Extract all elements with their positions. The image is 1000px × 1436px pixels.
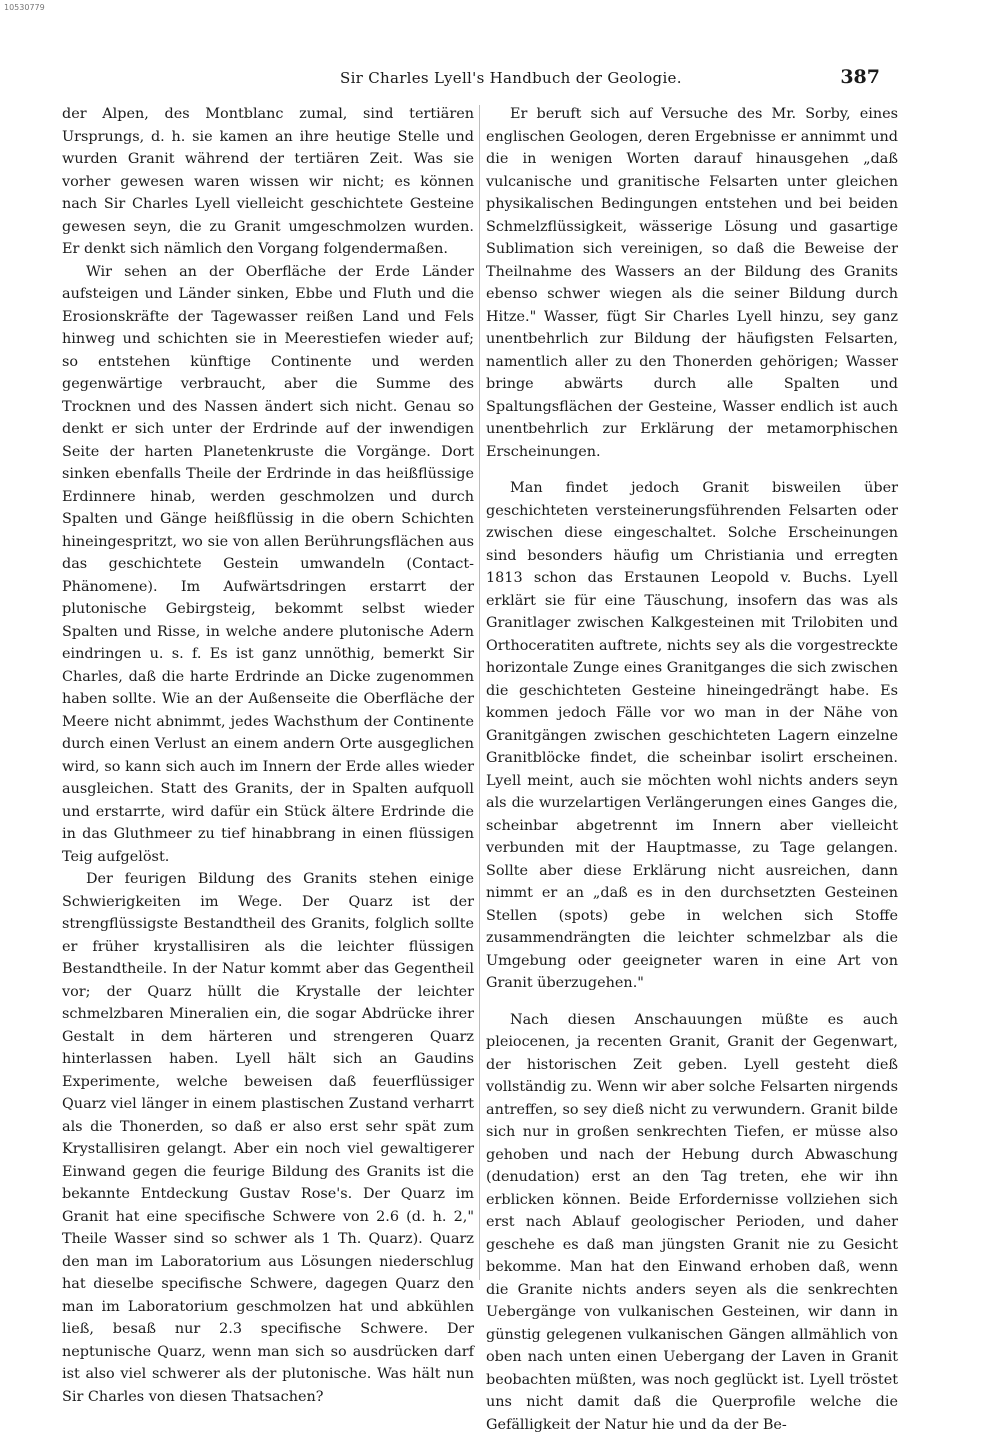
column-divider bbox=[479, 105, 480, 1280]
paragraph: Nach diesen Anschauungen müßte es auch pleiocenen, ja recenten Granit, Granit der Gegenwart, der historischen Zeit geben. Lyell gesteht dieß vollständig zu. Wenn wir aber solche Felsarten nirgends antreffen, so sey dieß nicht zu verwundern. Granit bilde sich nur in großen senkrechten Tiefen, er müsse also gehoben und nach der Hebung durch Abwaschung (denudation) erst an den Tag treten, ehe wir ihn erblicken können. Beide Erfordernisse vollziehen sich erst nach Ablauf geologischer Perioden, und daher geschehe es daß man jüngsten Granit nie zu Gesicht bekomme. Man hat den Einwand erhoben daß, wenn die Granite nichts anders seyen als die senkrechten Uebergänge von vulkanischen Gesteinen, wir dann in günstig gelegenen vulkanischen Gängen allmählich von oben nach unten einen Uebergang der Laven in Granit beobachten müßten, was noch geglückt ist. Lyell tröstet uns nicht damit daß die Querprofile welche die Gefälligkeit der Natur hie und da der Be- bbox=[486, 1009, 898, 1436]
paragraph: der Alpen, des Montblanc zumal, sind tertiären Ursprungs, d. h. sie kamen an ihre heutige Stelle und wurden Granit während der tertiären Zeit. Was sie vorher gewesen waren wissen wir nicht; es können nach Sir Charles Lyell vielleicht geschichtete Gesteine gewesen seyn, die zu Granit umgeschmolzen wurden. Er denkt sich nämlich den Vorgang folgendermaßen. bbox=[62, 103, 474, 261]
page-header bbox=[60, 66, 880, 88]
paragraph: Der feurigen Bildung des Granits stehen einige Schwierigkeiten im Wege. Der Quarz ist der strengflüssigste Bestandtheil des Granits, folglich sollte er früher krystallisiren als die leichter flüssigen Bestandtheile. In der Natur kommt aber das Gegentheil vor; der Quarz hüllt die Krystalle der leichter schmelzbaren Mineralien ein, die sogar Abdrücke ihrer Gestalt in dem härteren und strengeren Quarz hinterlassen haben. Lyell hält sich an Gaudins Experimente, welche beweisen daß feuerflüssiger Quarz viel länger in einem plastischen Zustand verharrt als die Thonerden, so daß er also erst sehr spät zum Krystallisiren gelangt. Aber ein noch viel gewaltigerer Einwand gegen die feurige Bildung des Granits ist die bekannte Entdeckung Gustav Rose's. Der Quarz im Granit hat eine specifische Schwere von 2.6 (d. h. 2," Theile Wasser sind so schwer als 1 Th. Quarz). Quarz den man im Laboratorium aus Lösungen niederschlug hat dieselbe specifische Schwere, dagegen Quarz den man im Laboratorium geschmolzen hat und abkühlen ließ, besaß nur 2.3 specifische Schwere. Der neptunische Quarz, wenn man sich so ausdrücken darf ist also viel schwerer als der plutonische. Was hält nun Sir Charles von diesen Thatsachen? bbox=[62, 868, 474, 1408]
paragraph: Man findet jedoch Granit bisweilen über geschichteten versteinerungsführenden Felsarten oder zwischen diese eingeschaltet. Solche Erscheinungen sind besonders häufig um Christiania und erregten 1813 schon das Erstaunen Leopold v. Buchs. Lyell erklärt sie für eine Täuschung, insofern das was als Granitlager zwischen Kalkgesteinen mit Trilobiten und Orthoceratiten auftrete, nichts sey als die vorgestreckte horizontale Zunge eines Granitganges die sich zwischen die geschichteten Gesteine hineingedrängt habe. Es kommen jedoch Fälle vor wo man in der Nähe von Granitgängen zwischen geschichteten Lagern einzelne Granitblöcke findet, die scheinbar isolirt erscheinen. Lyell meint, auch sie möchten wohl nichts anders seyn als die wurzelartigen Verlängerungen eines Ganges die, scheinbar abgetrennt im Innern aber vielleicht verbunden mit der Hauptmasse, zu Tage gelangen. Sollte aber diese Erklärung nicht ausreichen, dann nimmt er an „daß es in den durchsetzten Gesteinen Stellen (spots) gebe in welchen sich Stoffe zusammendrängten die leichter schmelzbar als die Umgebung oder geeigneter waren in eine Art von Granit überzugehen." bbox=[486, 477, 898, 995]
scan-id-label: 10530779 bbox=[4, 3, 45, 12]
paragraph: Wir sehen an der Oberfläche der Erde Länder aufsteigen und Länder sinken, Ebbe und Fluth und die Erosionskräfte der Tagewasser reißen Land und Fels hinweg und schichten sie in Meerestiefen wieder auf; so entstehen künftige Continente und werden gegenwärtige verbraucht, aber die Summe des Trocknen und des Nassen ändert sich nicht. Genau so denkt er sich unter der Erdrinde auf der inwendigen Seite der harten Planetenkruste die Vorgänge. Dort sinken ebenfalls Theile der Erdrinde in das heißflüssige Erdinnere hinab, werden geschmolzen und durch Spalten und Gänge heißflüssig in die obern Schichten hineingespritzt, wo sie von allen Berührungsflächen aus das geschichtete Gestein umwandeln (Contact-Phänomene). Im Aufwärtsdringen erstarrt der plutonische Gebirgsteig, bekommt selbst wieder Spalten und Risse, in welche andere plutonische Adern eindringen u. s. f. Es ist ganz unnöthig, bemerkt Sir Charles, daß die harte Erdrinde an Dicke zugenommen haben sollte. Wie an der Außenseite die Oberfläche der Meere nicht abnimmt, jedes Wachsthum der Continente durch einen Verlust an einem andern Orte ausgeglichen wird, so kann sich auch im Innern der Erde alles wieder ausgleichen. Statt des Granits, der in Spalten aufquoll und erstarrte, wird dafür ein Stück ältere Erdrinde die in das Gluthmeer zu tief hinabbrang in einen flüssigen Teig aufgelöst. bbox=[62, 261, 474, 869]
left-column bbox=[62, 103, 474, 1408]
page-number: 387 bbox=[840, 66, 880, 88]
running-head: Sir Charles Lyell's Handbuch der Geologie. bbox=[340, 69, 682, 87]
right-column bbox=[486, 103, 898, 1436]
paragraph: Er beruft sich auf Versuche des Mr. Sorby, eines englischen Geologen, deren Ergebnisse er annimmt und die in wenigen Worten darauf hinausgehen „daß vulcanische und granitische Felsarten unter gleichen physikalischen Bedingungen entstehen und bei beiden Schmelzflüssigkeit, wässerige Lösung und gasartige Sublimation sich vereinigen, so daß die Beweise der Theilnahme des Wassers an der Bildung des Granits ebenso schwer wiegen als die seiner Bildung durch Hitze." Wasser, fügt Sir Charles Lyell hinzu, sey ganz unentbehrlich zur Bildung der häufigsten Felsarten, namentlich aller zu den Thonerden gehörigen; Wasser bringe abwärts durch alle Spalten und Spaltungsflächen der Gesteine, Wasser endlich ist auch unentbehrlich zur Erklärung der metamorphischen Erscheinungen. bbox=[486, 103, 898, 463]
